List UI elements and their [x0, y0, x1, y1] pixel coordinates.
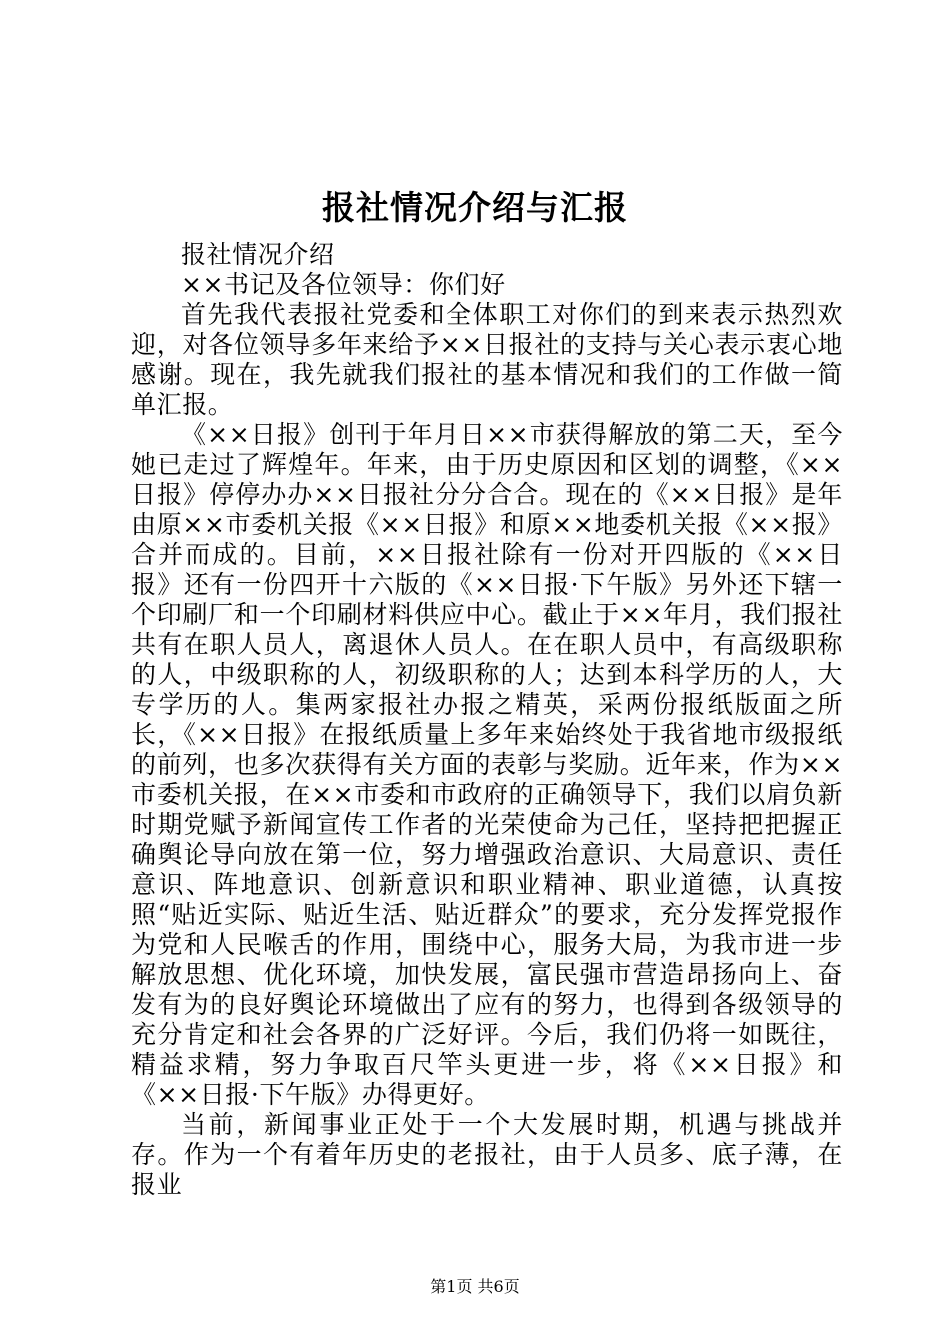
- paragraph-history: 《××日报》创刊于年月日××市获得解放的第二天，至今她已走过了辉煌年。年来，由于历史原因和区划的调整，《××日报》停停办办××日报社分分合合。现在的《××日报》是年由原××市委机关报《××日报》和原××地委机关报《××报》合并而成的。目前，××日报社除有一份对开四版的《××日报》还有一份四开十六版的《××日报·下午版》另外还下辖一个印刷厂和一个印刷材料供应中心。截止于××年月，我们报社共有在职人员人，离退休人员人。在在职人员中，有高级职称的人，中级职称的人，初级职称的人；达到本科学历的人，大专学历的人。集两家报社办报之精英，采两份报纸版面之所长，《××日报》在报纸质量上多年来始终处于我省地市级报纸的前列，也多次获得有关方面的表彰与奖励。近年来，作为××市委机关报，在××市委和市政府的正确领导下，我们以肩负新时期党赋予新闻宣传工作者的光荣使命为己任，坚持把把握正确舆论导向放在第一位，努力增强政治意识、大局意识、责任意识、阵地意识、创新意识和职业精神、职业道德，认真按照“贴近实际、贴近生活、贴近群众”的要求，充分发挥党报作为党和人民喉舌的作用，围绕中心，服务大局，为我市进一步解放思想、优化环境，加快发展，富民强市营造昂扬向上、奋发有为的良好舆论环境做出了应有的努力，也得到各级领导的充分肯定和社会各界的广泛好评。今后，我们仍将一如既往，精益求精，努力争取百尺竿头更进一步，将《××日报》和《××日报·下午版》办得更好。: [131, 420, 843, 1109]
- paragraph-current: 当前，新闻事业正处于一个大发展时期，机遇与挑战并存。作为一个有着年历史的老报社，由于人员多、底子薄，在报业: [131, 1110, 843, 1199]
- document-title: 报社情况介绍与汇报: [322, 188, 628, 227]
- page-footer: 第1页 共6页: [430, 1277, 520, 1296]
- paragraph-heading: 报社情况介绍: [181, 240, 335, 269]
- document-body: [131, 240, 843, 1200]
- paragraph-welcome: 首先我代表报社党委和全体职工对你们的到来表示热烈欢迎，对各位领导多年来给予××日报社的支持与关心表示衷心地感谢。现在，我先就我们报社的基本情况和我们的工作做一简单汇报。: [131, 300, 843, 419]
- paragraph-salutation: ××书记及各位领导：你们好: [181, 270, 506, 299]
